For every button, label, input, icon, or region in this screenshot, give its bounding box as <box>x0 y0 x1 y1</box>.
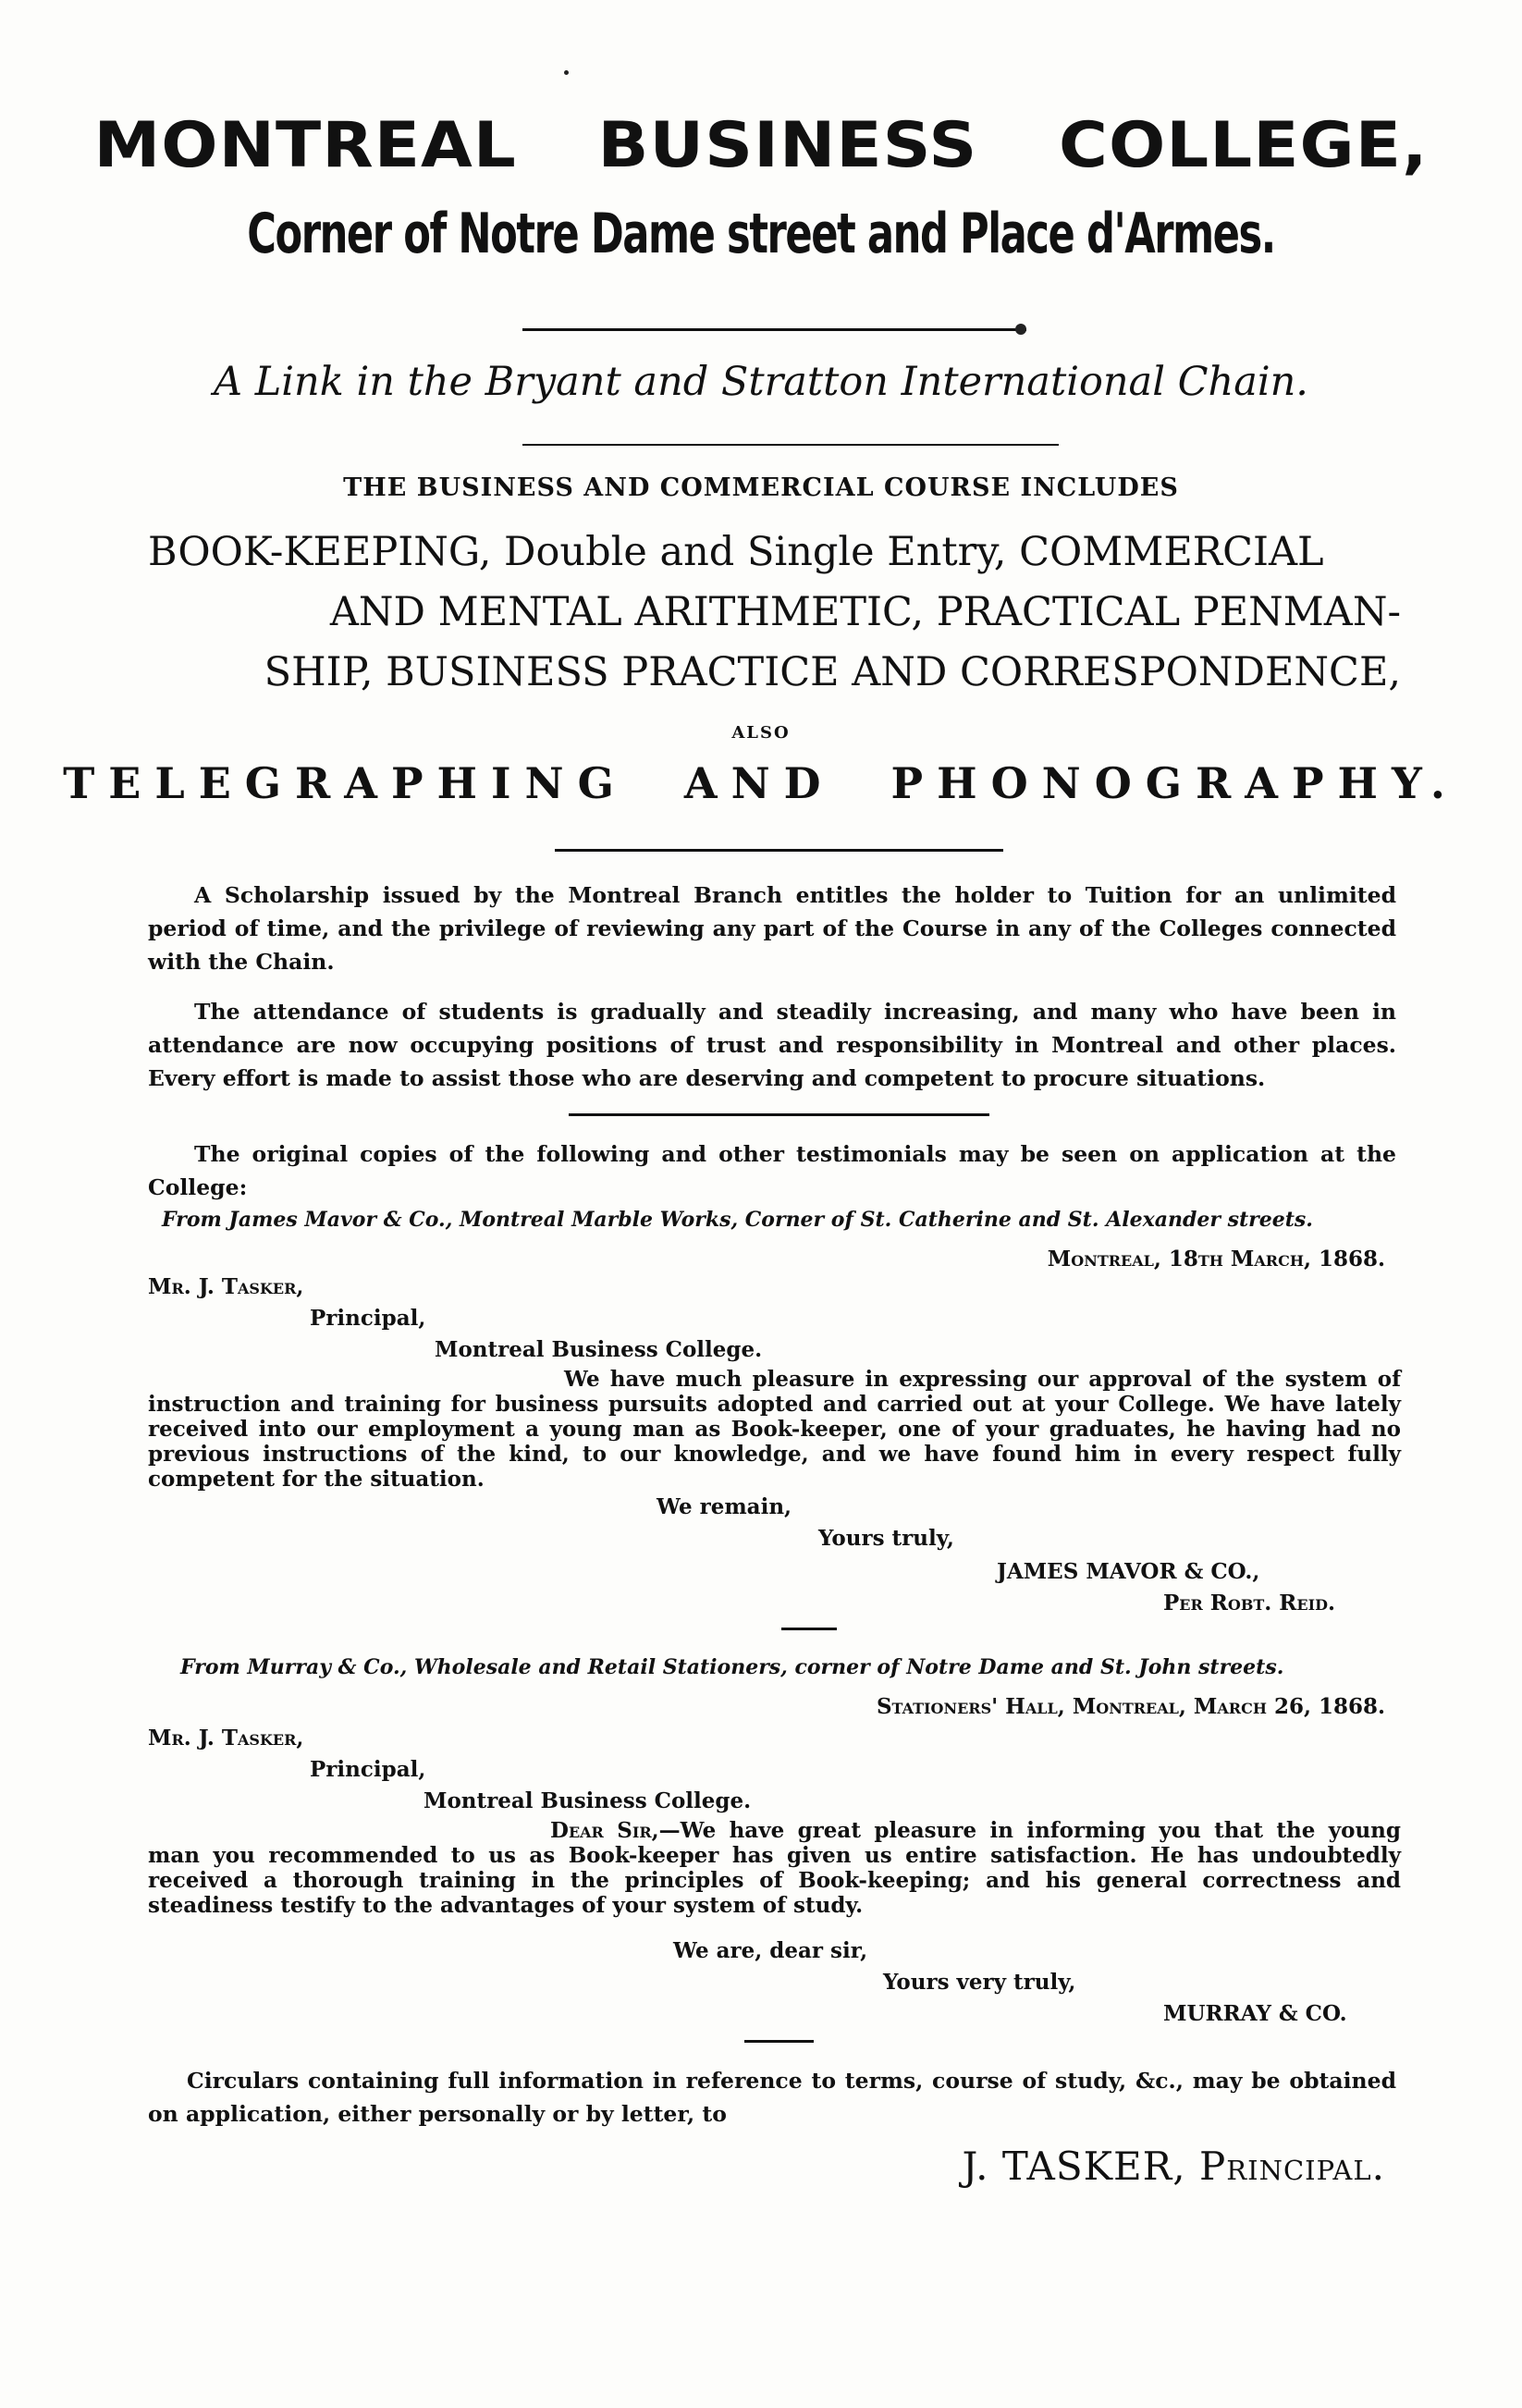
course-line: AND MENTAL ARITHMETIC, PRACTICAL PENMAN- <box>329 589 1401 635</box>
ink-speck <box>564 70 569 75</box>
principal-title: Principal. <box>1199 2144 1385 2189</box>
testimonial-institution: Montreal Business College. <box>435 1337 763 1362</box>
course-line: SHIP, BUSINESS PRACTICE AND CORRESPONDENCE, <box>264 649 1401 695</box>
course-list <box>148 522 1401 703</box>
testimonial-institution: Montreal Business College. <box>423 1788 752 1813</box>
college-title: MONTREAL BUSINESS COLLEGE, <box>93 109 1429 182</box>
divider <box>781 1628 837 1630</box>
attendance-paragraph: The attendance of students is gradually and steadily increasing, and many who have been in attendance are now occupying positions of trust and responsibility in Montreal and other places. Every effort is made to assist those who are deserving and competent to procure situations. <box>148 999 1396 1091</box>
testimonial-body: We have much pleasure in expressing our approval of the system of instruction and training for business pursuits adopted and carried out at your College. We have lately received into our employment a young man as Book-keeper, one of your graduates, he having had no previous instructions of the kind, to our knowledge, and we have found him in every respect fully competent for the situation. <box>148 1367 1401 1492</box>
testimonial-source: From Murray & Co., Wholesale and Retail Stationers, corner of Notre Dame and St. John streets. <box>180 1655 1284 1679</box>
divider <box>522 328 1026 331</box>
testimonial-dateline: Montreal, 18th March, 1868. <box>1047 1247 1385 1272</box>
testimonial-addressee: Mr. J. Tasker, <box>148 1726 304 1751</box>
course-line: BOOK-KEEPING, Double and Single Entry, COMMERCIAL <box>148 529 1324 575</box>
divider <box>522 444 1059 446</box>
chain-tagline: A Link in the Bryant and Stratton International Chain. <box>214 359 1308 405</box>
testimonial-signature: JAMES MAVOR & CO., <box>997 1559 1260 1584</box>
telegraphing-heading: TELEGRAPHING AND PHONOGRAPHY. <box>63 758 1459 808</box>
divider <box>569 1113 989 1116</box>
testimonial-closing: We are, dear sir, <box>673 1938 868 1963</box>
testimonial-closing: Yours very truly, <box>883 1970 1076 1995</box>
testimonial-body <box>148 1818 1401 1918</box>
circulars-paragraph: Circulars containing full information in reference to terms, course of study, &c., may be obtained on application, either personally or by letter, to <box>148 2068 1396 2127</box>
testimonial-per: Per Robt. Reid. <box>1163 1591 1335 1616</box>
principal-name: J. TASKER, <box>962 2144 1186 2189</box>
testimonials-paragraph: The original copies of the following and other testimonials may be seen on application at the College: <box>148 1141 1396 1200</box>
scholarship-paragraph: A Scholarship issued by the Montreal Branch entitles the holder to Tuition for an unlimited period of time, and the privilege of reviewing any part of the Course in any of the Colleges connected with the Chain. <box>148 882 1396 975</box>
testimonial-body-text: —We have great pleasure in informing you that the young man you recommended to us as Book-keeper has given us entire satisfaction. He has undoubtedly received a thorough training in the principles of Book-keeping; and his general correctness and steadiness testify to the advantages of your system of study. <box>148 1818 1401 1918</box>
testimonial-addressee-title: Principal, <box>310 1306 426 1331</box>
course-intro: THE BUSINESS AND COMMERCIAL COURSE INCLUDES <box>343 473 1179 502</box>
testimonial-addressee-title: Principal, <box>310 1757 426 1782</box>
divider <box>555 849 1003 852</box>
college-address: Corner of Notre Dame street and Place d'Armes. <box>247 202 1275 266</box>
testimonial-signature: MURRAY & CO. <box>1163 2001 1347 2026</box>
principal-signature <box>963 2144 1385 2189</box>
testimonial-closing: Yours truly, <box>818 1526 954 1551</box>
divider-ornament <box>1015 324 1026 335</box>
testimonial-salutation: Dear Sir, <box>550 1818 659 1843</box>
testimonial-source: From James Mavor & Co., Montreal Marble Works, Corner of St. Catherine and St. Alexander streets. <box>162 1208 1313 1232</box>
testimonial-closing: We remain, <box>657 1494 792 1519</box>
testimonial-dateline: Stationers' Hall, Montreal, March 26, 1868. <box>876 1694 1385 1719</box>
testimonial-addressee: Mr. J. Tasker, <box>148 1274 304 1299</box>
divider <box>744 2040 814 2043</box>
also-label: ALSO <box>731 723 791 743</box>
